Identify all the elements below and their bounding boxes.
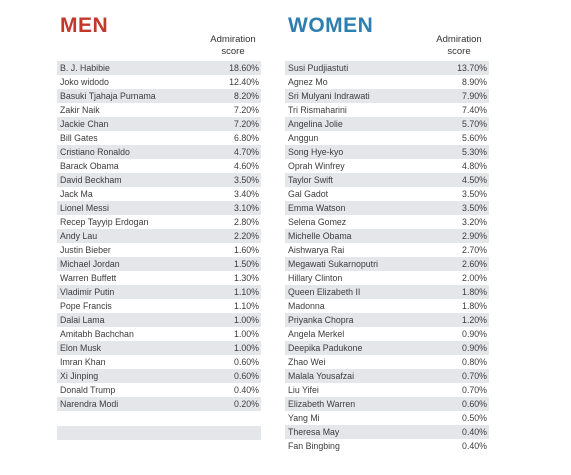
men-table-row — [57, 341, 261, 355]
women-row-name: Hillary Clinton — [288, 273, 343, 283]
men-table-row — [57, 89, 261, 103]
women-row-score: 2.70% — [462, 245, 487, 255]
women-row-name: Madonna — [288, 301, 325, 311]
women-table-row — [285, 425, 489, 439]
women-row-name: Fan Bingbing — [288, 441, 340, 451]
women-row-name: Song Hye-kyo — [288, 147, 344, 157]
women-title: WOMEN — [288, 14, 374, 37]
men-row-name: Pope Francis — [60, 301, 112, 311]
women-table-row — [285, 397, 489, 411]
women-table-row — [285, 159, 489, 173]
men-row-name: Jack Ma — [60, 189, 93, 199]
men-row-name: Vladimir Putin — [60, 287, 115, 297]
men-row-name: Xi Jinping — [60, 371, 99, 381]
men-row-score: 1.60% — [234, 245, 259, 255]
men-row-score: 1.50% — [234, 259, 259, 269]
women-row-score: 2.90% — [462, 231, 487, 241]
women-row-name: Sri Mulyani Indrawati — [288, 91, 370, 101]
women-row-score: 1.80% — [462, 301, 487, 311]
men-row-score: 0.60% — [234, 357, 259, 367]
women-table-row — [285, 145, 489, 159]
men-row-name: Elon Musk — [60, 343, 102, 353]
men-row-name: Basuki Tjahaja Purnama — [60, 91, 156, 101]
women-table-row — [285, 257, 489, 271]
men-empty-row — [57, 426, 261, 440]
women-row-name: Queen Elizabeth II — [288, 287, 361, 297]
men-table-row — [57, 215, 261, 229]
men-table-row — [57, 355, 261, 369]
men-row-score: 1.00% — [234, 315, 259, 325]
men-row-score: 0.20% — [234, 399, 259, 409]
men-row-score: 4.70% — [234, 147, 259, 157]
women-row-score: 4.50% — [462, 175, 487, 185]
men-row-name: B. J. Habibie — [60, 63, 110, 73]
men-row-name: Narendra Modi — [60, 399, 119, 409]
men-rows — [57, 61, 261, 411]
women-table-row — [285, 75, 489, 89]
men-row-score: 1.30% — [234, 273, 259, 283]
women-row-name: Priyanka Chopra — [288, 315, 354, 325]
women-table-row — [285, 313, 489, 327]
women-row-name: Taylor Swift — [288, 175, 333, 185]
women-row-name: Deepika Padukone — [288, 343, 363, 353]
men-table-row — [57, 187, 261, 201]
men-row-name: Jackie Chan — [60, 119, 109, 129]
men-table-row — [57, 299, 261, 313]
men-row-score: 4.60% — [234, 161, 259, 171]
men-row-score: 1.00% — [234, 329, 259, 339]
women-row-score: 3.50% — [462, 203, 487, 213]
women-row-score: 0.40% — [462, 441, 487, 451]
women-row-score: 2.60% — [462, 259, 487, 269]
men-row-name: Andy Lau — [60, 231, 98, 241]
women-row-name: Liu Yifei — [288, 385, 319, 395]
women-row-score: 0.70% — [462, 385, 487, 395]
men-table-row — [57, 75, 261, 89]
men-row-score: 2.80% — [234, 217, 259, 227]
women-row-name: Agnez Mo — [288, 77, 328, 87]
women-row-name: Zhao Wei — [288, 357, 326, 367]
women-table-row — [285, 285, 489, 299]
women-row-score: 5.70% — [462, 119, 487, 129]
men-table-row — [57, 61, 261, 75]
women-row-name: Selena Gomez — [288, 217, 347, 227]
women-row-score: 5.60% — [462, 133, 487, 143]
men-table-row — [57, 131, 261, 145]
men-table-row — [57, 201, 261, 215]
women-table-row — [285, 299, 489, 313]
women-row-name: Emma Watson — [288, 203, 346, 213]
men-row-score: 1.10% — [234, 287, 259, 297]
men-row-score: 2.20% — [234, 231, 259, 241]
men-row-name: Donald Trump — [60, 385, 116, 395]
men-table-row — [57, 243, 261, 257]
women-row-score: 13.70% — [457, 63, 487, 73]
women-table-row — [285, 271, 489, 285]
women-row-score: 1.20% — [462, 315, 487, 325]
men-row-name: Dalai Lama — [60, 315, 105, 325]
women-row-score: 8.90% — [462, 77, 487, 87]
women-row-score: 0.90% — [462, 329, 487, 339]
men-table-row — [57, 159, 261, 173]
women-table-row — [285, 89, 489, 103]
women-row-score: 1.80% — [462, 287, 487, 297]
men-row-score: 3.50% — [234, 175, 259, 185]
women-table-row — [285, 131, 489, 145]
men-table-row — [57, 271, 261, 285]
men-table-row — [57, 313, 261, 327]
men-row-name: Amitabh Bachchan — [60, 329, 134, 339]
men-table-row — [57, 383, 261, 397]
women-table-row — [285, 201, 489, 215]
men-row-score: 0.40% — [234, 385, 259, 395]
women-table-row — [285, 61, 489, 75]
women-row-name: Gal Gadot — [288, 189, 329, 199]
men-row-name: Cristiano Ronaldo — [60, 147, 130, 157]
women-rows — [285, 61, 489, 453]
men-row-score: 1.10% — [234, 301, 259, 311]
women-row-name: Megawati Sukarnoputri — [288, 259, 378, 269]
women-row-score: 3.50% — [462, 189, 487, 199]
men-row-name: Michael Jordan — [60, 259, 120, 269]
men-row-name: Zakir Naik — [60, 105, 100, 115]
women-row-name: Elizabeth Warren — [288, 399, 356, 409]
women-row-score: 3.20% — [462, 217, 487, 227]
men-row-score: 3.10% — [234, 203, 259, 213]
women-row-score: 0.60% — [462, 399, 487, 409]
women-row-name: Yang Mi — [288, 413, 320, 423]
men-row-score: 0.60% — [234, 371, 259, 381]
women-row-score: 4.80% — [462, 161, 487, 171]
men-row-name: Bill Gates — [60, 133, 98, 143]
men-table-row — [57, 369, 261, 383]
women-column-header: Admiration score — [436, 34, 482, 57]
women-table-row — [285, 411, 489, 425]
women-table-row — [285, 215, 489, 229]
men-row-name: Lionel Messi — [60, 203, 109, 213]
men-row-score: 7.20% — [234, 119, 259, 129]
men-row-name: Joko widodo — [60, 77, 109, 87]
women-row-score: 2.00% — [462, 273, 487, 283]
women-row-score: 5.30% — [462, 147, 487, 157]
women-row-score: 0.90% — [462, 343, 487, 353]
women-row-score: 0.50% — [462, 413, 487, 423]
women-table-row — [285, 383, 489, 397]
women-table-row — [285, 355, 489, 369]
men-table-row — [57, 145, 261, 159]
women-table-row — [285, 341, 489, 355]
men-row-name: Warren Buffett — [60, 273, 117, 283]
men-row-score: 7.20% — [234, 105, 259, 115]
women-row-score: 0.70% — [462, 371, 487, 381]
women-row-score: 0.80% — [462, 357, 487, 367]
women-row-name: Susi Pudjiastuti — [288, 63, 349, 73]
women-row-name: Angelina Jolie — [288, 119, 343, 129]
men-title: MEN — [60, 14, 109, 37]
men-table-row — [57, 285, 261, 299]
women-table-row — [285, 243, 489, 257]
women-table-row — [285, 439, 489, 453]
women-row-name: Anggun — [288, 133, 319, 143]
men-row-score: 18.60% — [229, 63, 259, 73]
women-table-row — [285, 327, 489, 341]
men-column-header: Admiration score — [210, 34, 256, 57]
women-table-row — [285, 117, 489, 131]
women-row-name: Malala Yousafzai — [288, 371, 355, 381]
women-row-name: Theresa May — [288, 427, 340, 437]
men-row-name: Recep Tayyip Erdogan — [60, 217, 149, 227]
men-row-name: David Beckham — [60, 175, 122, 185]
men-row-score: 1.00% — [234, 343, 259, 353]
women-row-name: Angela Merkel — [288, 329, 345, 339]
men-table-row — [57, 103, 261, 117]
women-row-name: Aishwarya Rai — [288, 245, 345, 255]
men-row-score: 6.80% — [234, 133, 259, 143]
women-table-row — [285, 229, 489, 243]
men-row-name: Justin Bieber — [60, 245, 111, 255]
women-row-name: Tri Rismaharini — [288, 105, 347, 115]
men-row-name: Barack Obama — [60, 161, 119, 171]
women-row-score: 7.40% — [462, 105, 487, 115]
women-row-name: Michelle Obama — [288, 231, 352, 241]
men-table-row — [57, 327, 261, 341]
women-table-row — [285, 369, 489, 383]
men-table-row — [57, 117, 261, 131]
men-row-score: 12.40% — [229, 77, 259, 87]
men-row-name: Imran Khan — [60, 357, 106, 367]
women-table-row — [285, 187, 489, 201]
women-table-row — [285, 173, 489, 187]
men-row-score: 3.40% — [234, 189, 259, 199]
women-row-score: 7.90% — [462, 91, 487, 101]
men-table-row — [57, 397, 261, 411]
men-row-score: 8.20% — [234, 91, 259, 101]
women-table-row — [285, 103, 489, 117]
women-row-name: Oprah Winfrey — [288, 161, 345, 171]
men-table-row — [57, 229, 261, 243]
women-row-score: 0.40% — [462, 427, 487, 437]
men-table-row — [57, 173, 261, 187]
men-table-row — [57, 257, 261, 271]
